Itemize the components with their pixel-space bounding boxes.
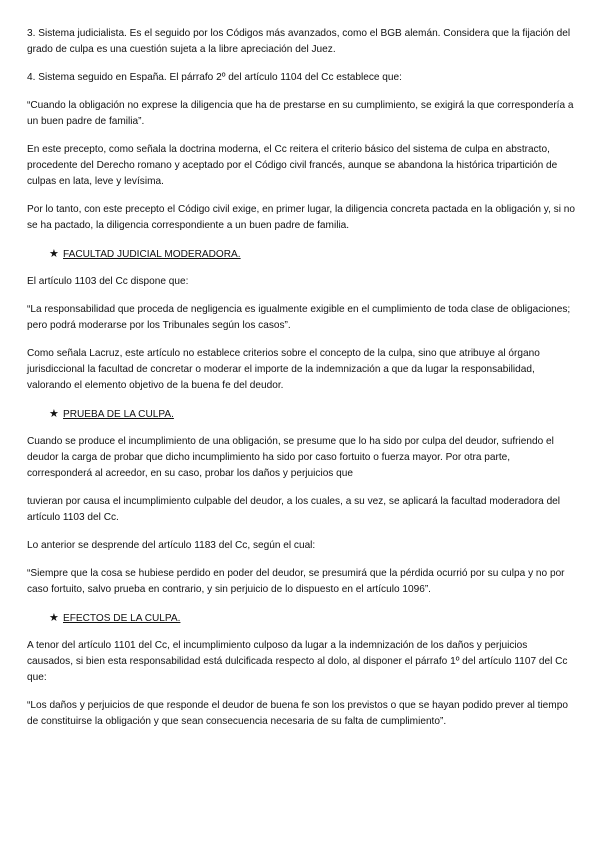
heading-text: EFECTOS DE LA CULPA.	[63, 613, 181, 624]
quote-articulo-1183: “Siempre que la cosa se hubiese perdido en poder del deudor, se presumirá que la pérdida ocurrió por su culpa y no por caso fortuito, salvo prueba en contrario, y sin perjuicio de lo dispuesto en el artículo 1096”.	[27, 568, 565, 595]
paragraph-sistema-judicialista: 3. Sistema judicialista. Es el seguido por los Códigos más avanzados, como el BGB alemán. Considera que la fijación del grado de culpa es una cuestión sujeta a la libre apreciación del Juez.	[27, 28, 571, 55]
section-heading-prueba-culpa	[49, 406, 174, 423]
quote-articulo-1107: “Los daños y perjuicios de que responde el deudor de buena fe son los previstos o que se hayan podido prever al tiempo de constituirse la obligación y que sean consecuencia necesaria de su falta de cumplimiento”.	[27, 700, 568, 727]
paragraph-incumplimiento-presuncion: Cuando se produce el incumplimiento de una obligación, se presume que lo ha sido por culpa del deudor, sufriendo el deudor la carga de probar que dicho incumplimiento ha sido por caso fortuito o fuerza mayor. Por otra parte, corresponderá al acreedor, en su caso, probar los daños y perjuicios que	[27, 436, 554, 479]
star-bullet-icon: ★	[49, 248, 59, 260]
heading-text: PRUEBA DE LA CULPA.	[63, 409, 174, 420]
paragraph-articulo-1101: A tenor del artículo 1101 del Cc, el incumplimiento culposo da lugar a la indemnización de los daños y perjuicios causados, si bien esta responsabilidad está dulcificada respecto al dolo, al disponer el párrafo 1º del artículo 1107 del Cc que:	[27, 640, 568, 683]
section-heading-efectos-culpa	[49, 610, 180, 627]
quote-articulo-1104: “Cuando la obligación no exprese la diligencia que ha de prestarse en su cumplimiento, se exigirá la que correspondería a un buen padre de familia”.	[27, 100, 574, 127]
section-heading-facultad-judicial	[49, 246, 241, 263]
paragraph-facultad-moderadora: tuvieran por causa el incumplimiento culpable del deudor, a los cuales, a su vez, se aplicará la facultad moderadora del artículo 1103 del Cc.	[27, 496, 561, 523]
quote-articulo-1103: “La responsabilidad que proceda de negligencia es igualmente exigible en el cumplimiento de toda clase de obligaciones; pero podrá moderarse por los Tribunales según los casos”.	[27, 304, 571, 331]
paragraph-diligencia-exigida: Por lo tanto, con este precepto el Código civil exige, en primer lugar, la diligencia concreta pactada en la obligación y, si no se ha pactado, la diligencia correspondiente a un buen padre de familia.	[27, 204, 575, 231]
paragraph-sistema-espana: 4. Sistema seguido en España. El párrafo 2º del artículo 1104 del Cc establece que:	[27, 72, 402, 83]
paragraph-articulo-1103: El artículo 1103 del Cc dispone que:	[27, 276, 189, 287]
paragraph-precepto-culpa-abstracto: En este precepto, como señala la doctrina moderna, el Cc reitera el criterio básico del sistema de culpa en abstracto, procedente del Derecho romano y aceptado por el Código civil francés, aunque se abandona la histórica tripartición de culpas en lata, leve y levísima.	[27, 144, 558, 187]
paragraph-lacruz: Como señala Lacruz, este artículo no establece criterios sobre el concepto de la culpa, sino que atribuye al órgano jurisdiccional la facultad de concretar o moderar el importe de la indemnización a que da lugar la responsabilidad, valorando el elemento objetivo de la buena fe del deudor.	[27, 348, 540, 391]
paragraph-articulo-1183: Lo anterior se desprende del artículo 1183 del Cc, según el cual:	[27, 540, 316, 551]
star-bullet-icon: ★	[49, 408, 59, 420]
heading-text: FACULTAD JUDICIAL MODERADORA.	[63, 249, 241, 260]
star-bullet-icon: ★	[49, 612, 59, 624]
